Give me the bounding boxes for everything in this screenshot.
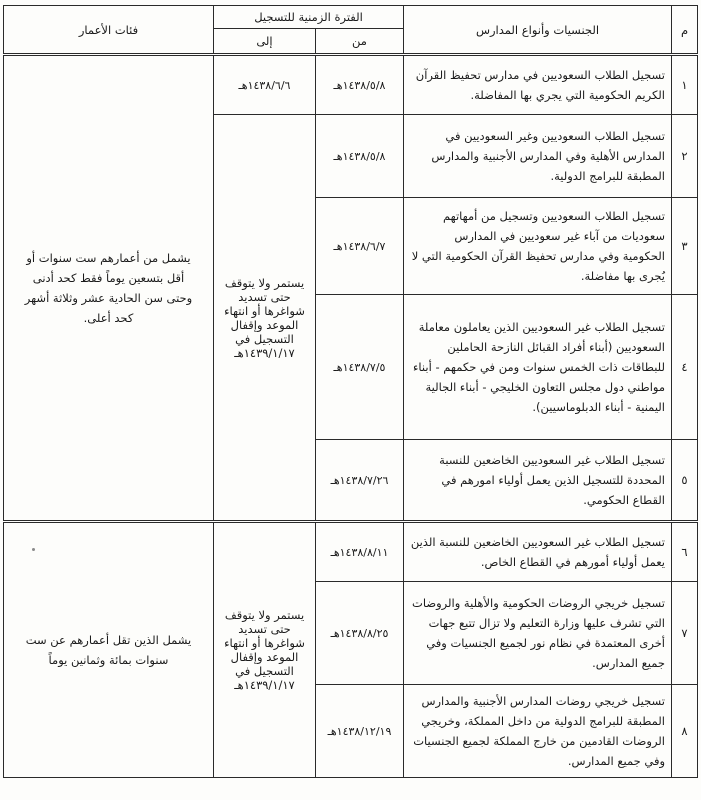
header-from: من (316, 29, 404, 55)
table-row (4, 55, 698, 115)
table-row (4, 522, 698, 582)
continuation-text-1: يستمر ولا يتوقف حتى تسديد شواغرها أو انتهاء الموعد وإقفال التسجيل في ١٤٣٩/١/١٧هـ (224, 275, 305, 360)
row-description: تسجيل الطلاب السعوديين وتسجيل من أمهاتهم سعوديات من آباء غير سعوديين في المدارس الحكومية وفي مدارس تحفيظ القرآن الحكومية التي لا يُجرى بها مفاضلة. (404, 198, 672, 295)
age-group-text-2: يشمل الذين تقل أعمارهم عن ست سنوات بمائة وثمانين يوماً (25, 633, 192, 667)
header-age-groups: فئات الأعمار (4, 6, 214, 55)
continuation-cell-2 (214, 522, 316, 778)
row-number: ٤ (672, 295, 698, 440)
row-number: ٦ (672, 522, 698, 582)
scan-speck (32, 548, 35, 551)
row-number: ٣ (672, 198, 698, 295)
age-group-text-1: يشمل من أعمارهم ست سنوات أو أقل بتسعين يوماً فقط كحد أدنى وحتى سن الحادية عشر وثلاثة أشهر كحد أعلى. (24, 251, 193, 325)
header-to: إلى (214, 29, 316, 55)
row-description: تسجيل خريجي الروضات الحكومية والأهلية والروضات التي تشرف عليها وزارة التعليم ولا تزال تتبع جهات أخرى المعتمدة في نظام نور لجميع الجنسيات وفي جميع المدارس. (404, 582, 672, 685)
age-group-cell-2 (4, 522, 214, 778)
row-from-date: ١٤٣٨/٨/٢٥هـ (316, 582, 404, 685)
row-number: ٥ (672, 440, 698, 522)
registration-schedule-table (3, 5, 698, 778)
continuation-cell-1 (214, 115, 316, 522)
row-from-date: ١٤٣٨/١٢/١٩هـ (316, 685, 404, 778)
continuation-text-2: يستمر ولا يتوقف حتى تسديد شواغرها أو انتهاء الموعد وإقفال التسجيل في ١٤٣٩/١/١٧هـ (224, 608, 305, 692)
row-from-date: ١٤٣٨/٥/٨هـ (316, 55, 404, 115)
header-registration-period: الفترة الزمنية للتسجيل (214, 6, 404, 29)
row-number: ٨ (672, 685, 698, 778)
row-from-date: ١٤٣٨/٧/٢٦هـ (316, 440, 404, 522)
row-from-date: ١٤٣٨/٦/٧هـ (316, 198, 404, 295)
row-description: تسجيل الطلاب السعوديين وغير السعوديين في المدارس الأهلية وفي المدارس الأجنبية والمدارس المطبقة للبرامج الدولية. (404, 115, 672, 198)
row-description: تسجيل خريجي روضات المدارس الأجنبية والمدارس المطبقة للبرامج الدولية من داخل المملكة، وخريجي الروضات القادمين من خارج المملكة لجميع الجنسيات وفي جميع المدارس. (404, 685, 672, 778)
age-group-cell-1 (4, 55, 214, 522)
header-number: م (672, 6, 698, 55)
row-description: تسجيل الطلاب السعوديين في مدارس تحفيظ القرآن الكريم الحكومية التي يجري بها المفاضلة. (404, 55, 672, 115)
row-to-date: ١٤٣٨/٦/٦هـ (214, 55, 316, 115)
row-description: تسجيل الطلاب غير السعوديين الخاضعين للنسبة المحددة للتسجيل الذين يعمل أولياء امورهم في القطاع الحكومي. (404, 440, 672, 522)
row-from-date: ١٤٣٨/٥/٨هـ (316, 115, 404, 198)
header-nationalities-schools: الجنسيات وأنواع المدارس (404, 6, 672, 55)
row-number: ٧ (672, 582, 698, 685)
table-header-row (4, 6, 698, 29)
row-number: ١ (672, 55, 698, 115)
row-description: تسجيل الطلاب غير السعوديين الذين يعاملون معاملة السعوديين (أبناء أفراد القبائل النازحة الحاملين للبطاقات ذات الخمس سنوات ومن في حكمهم - أبناء مواطني دول مجلس التعاون الخليجي - أبناء الجالية اليمنية - أبناء الدبلوماسيين). (404, 295, 672, 440)
row-from-date: ١٤٣٨/٧/٥هـ (316, 295, 404, 440)
row-number: ٢ (672, 115, 698, 198)
row-description: تسجيل الطلاب غير السعوديين الخاضعين للنسبة الذين يعمل أولياء أمورهم في القطاع الخاص. (404, 522, 672, 582)
row-from-date: ١٤٣٨/٨/١١هـ (316, 522, 404, 582)
